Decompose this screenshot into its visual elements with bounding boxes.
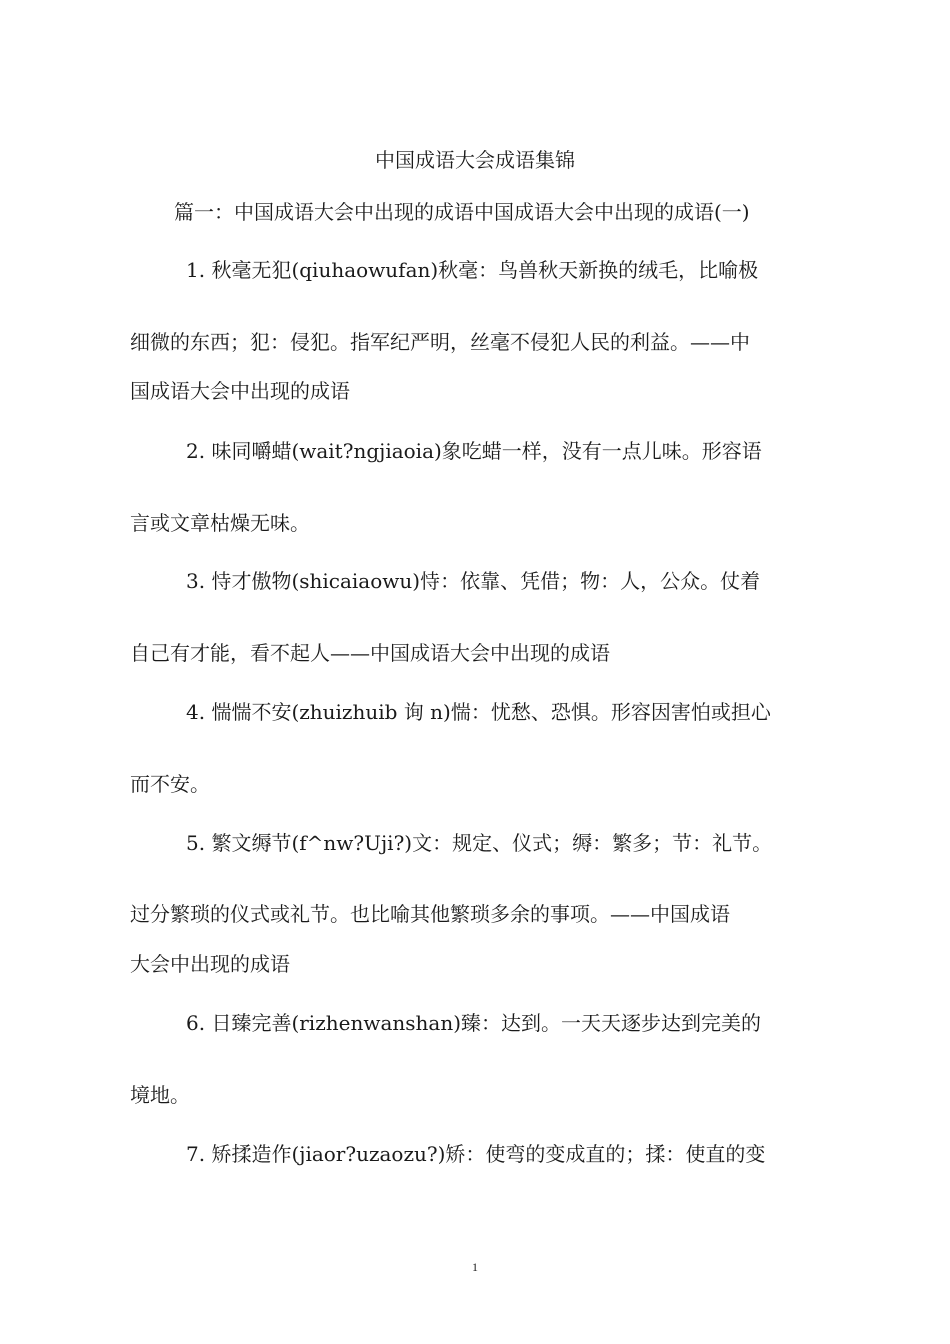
idiom-entry-1-line-1: 1. 秋毫无犯(qiuhaowufan)秋毫：鸟兽秋天新换的绒毛，比喻极 <box>186 258 759 282</box>
idiom-entry-1-line-2: 细微的东西；犯：侵犯。指军纪严明，丝毫不侵犯人民的利益。——中 <box>130 330 750 354</box>
idiom-entry-2-line-1: 2. 味同嚼蜡(wait?ngjiaoia)象吃蜡一样，没有一点儿味。形容语 <box>186 439 762 463</box>
idiom-entry-5-line-3: 大会中出现的成语 <box>130 952 290 976</box>
idiom-entry-4-line-1: 4. 惴惴不安(zhuizhuib 询 n)惴：忧愁、恐惧。形容因害怕或担心 <box>186 700 771 724</box>
document-title: 中国成语大会成语集锦 <box>375 148 575 172</box>
section-heading: 篇一：中国成语大会中出现的成语中国成语大会中出现的成语(一) <box>174 200 750 224</box>
idiom-entry-5-line-2: 过分繁琐的仪式或礼节。也比喻其他繁琐多余的事项。——中国成语 <box>130 902 730 926</box>
idiom-entry-7-line-1: 7. 矫揉造作(jiaor?uzaozu?)矫：使弯的变成直的；揉：使直的变 <box>186 1142 766 1166</box>
idiom-entry-5-line-1: 5. 繁文缛节(f^nw?Uji?)文：规定、仪式；缛：繁多；节：礼节。 <box>186 831 773 855</box>
idiom-entry-6-line-1: 6. 日臻完善(rizhenwanshan)臻：达到。一天天逐步达到完美的 <box>186 1011 762 1035</box>
idiom-entry-1-line-3: 国成语大会中出现的成语 <box>130 379 350 403</box>
idiom-entry-4-line-2: 而不安。 <box>130 772 210 796</box>
idiom-entry-2-line-2: 言或文章枯燥无味。 <box>130 511 310 535</box>
idiom-entry-3-line-2: 自己有才能，看不起人——中国成语大会中出现的成语 <box>130 641 610 665</box>
page-number: 1 <box>472 1260 478 1274</box>
idiom-entry-3-line-1: 3. 恃才傲物(shicaiaowu)恃：依靠、凭借；物：人，公众。仗着 <box>186 569 761 593</box>
idiom-entry-6-line-2: 境地。 <box>130 1083 190 1107</box>
